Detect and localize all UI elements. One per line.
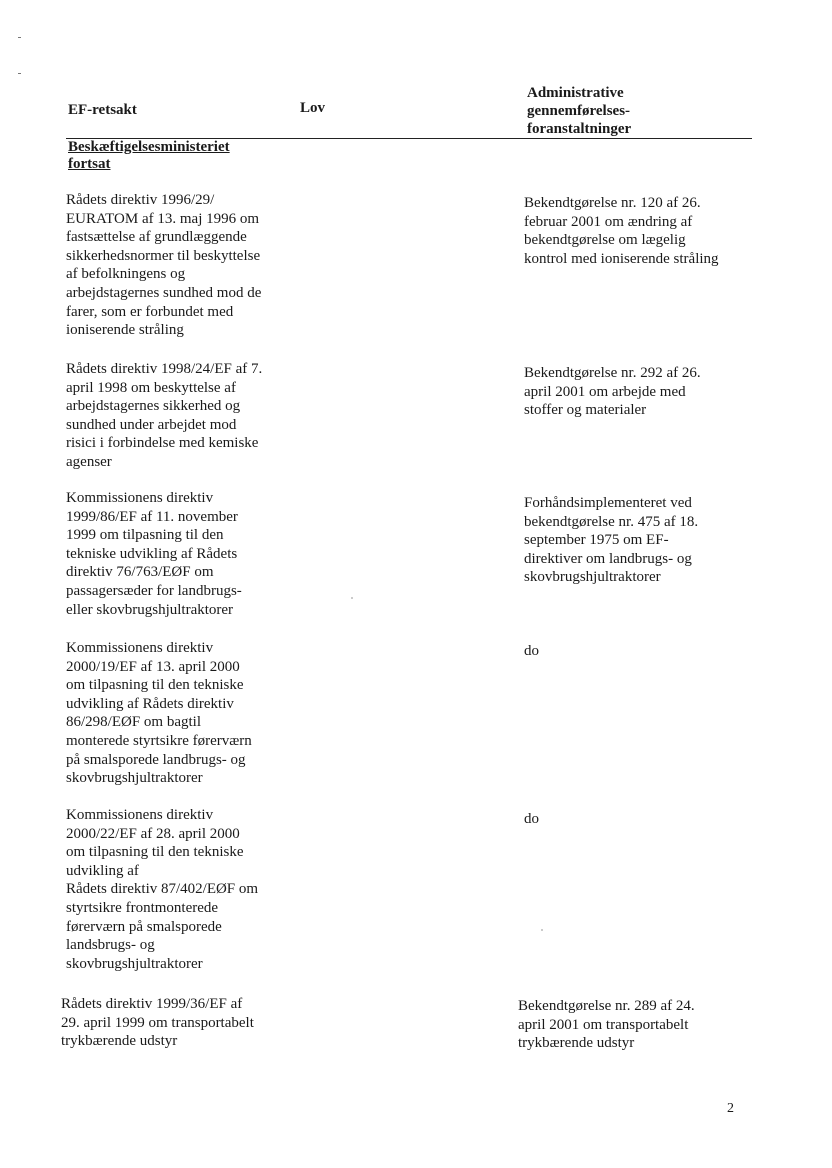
column-header-ef-retsakt: EF-retsakt: [68, 102, 137, 118]
column-header-lov: Lov: [300, 100, 326, 116]
scan-speck: [541, 929, 543, 931]
row-1-ef-retsakt: Rådets direktiv 1996/29/ EURATOM af 13. maj 1996 om fastsættelse af grundlæggende sikkerhedsnormer til beskyttelse af befolkningens og arbejdstagernes sundhed mod de farer, som er forbundet med ioniserende stråling: [66, 192, 262, 339]
row-6-ef-retsakt: Rådets direktiv 1999/36/EF af 29. april 1999 om transportabelt trykbærende udstyr: [61, 996, 254, 1050]
row-5-ef-retsakt: Kommissionens direktiv 2000/22/EF af 28. april 2000 om tilpasning til den tekniske udvikling af Rådets direktiv 87/402/EØF om styrtsikre frontmonterede førerværn på smalsporede landsbrugs- og skovbrugshjultraktorer: [66, 807, 259, 972]
row-4-ef-retsakt: Kommissionens direktiv 2000/19/EF af 13. april 2000 om tilpasning til den tekniske udvikling af Rådets direktiv 86/298/EØF om bagtil monterede styrtsikre førerværn på smalsporede landbrugs- og skovbrugshjultraktorer: [66, 640, 252, 787]
page-number: 2: [727, 1101, 734, 1116]
row-2-ef-retsakt: Rådets direktiv 1998/24/EF af 7. april 1998 om beskyttelse af arbejdstagernes sikkerhed og sundhed under arbejdet mod risici i forbindelse med kemiske agenser: [66, 361, 263, 470]
scan-mark: [18, 73, 21, 74]
scan-speck: [351, 597, 353, 599]
row-4-administrative: do: [524, 643, 539, 659]
row-5-administrative: do: [524, 811, 539, 827]
row-3-administrative: Forhåndsimplementeret ved bekendtgørelse nr. 475 af 18. september 1975 om EF- direktiver om landbrugs- og skovbrugshjultraktorer: [524, 495, 699, 586]
column-header-administrative: Administrative gennemførelses- foranstaltninger: [527, 85, 632, 137]
scan-mark: [18, 37, 21, 38]
row-1-administrative: Bekendtgørelse nr. 120 af 26. februar 2001 om ændring af bekendtgørelse om lægelig kontrol med ioniserende stråling: [524, 195, 719, 267]
row-3-ef-retsakt: Kommissionens direktiv 1999/86/EF af 11. november 1999 om tilpasning til den tekniske udvikling af Rådets direktiv 76/763/EØF om passagersæder for landbrugs- eller skovbrugshjultraktorer: [66, 490, 242, 618]
section-title: Beskæftigelsesministeriet fortsat: [68, 139, 230, 172]
row-6-administrative: Bekendtgørelse nr. 289 af 24. april 2001 om transportabelt trykbærende udstyr: [518, 998, 695, 1052]
row-2-administrative: Bekendtgørelse nr. 292 af 26. april 2001 om arbejde med stoffer og materialer: [524, 365, 701, 419]
